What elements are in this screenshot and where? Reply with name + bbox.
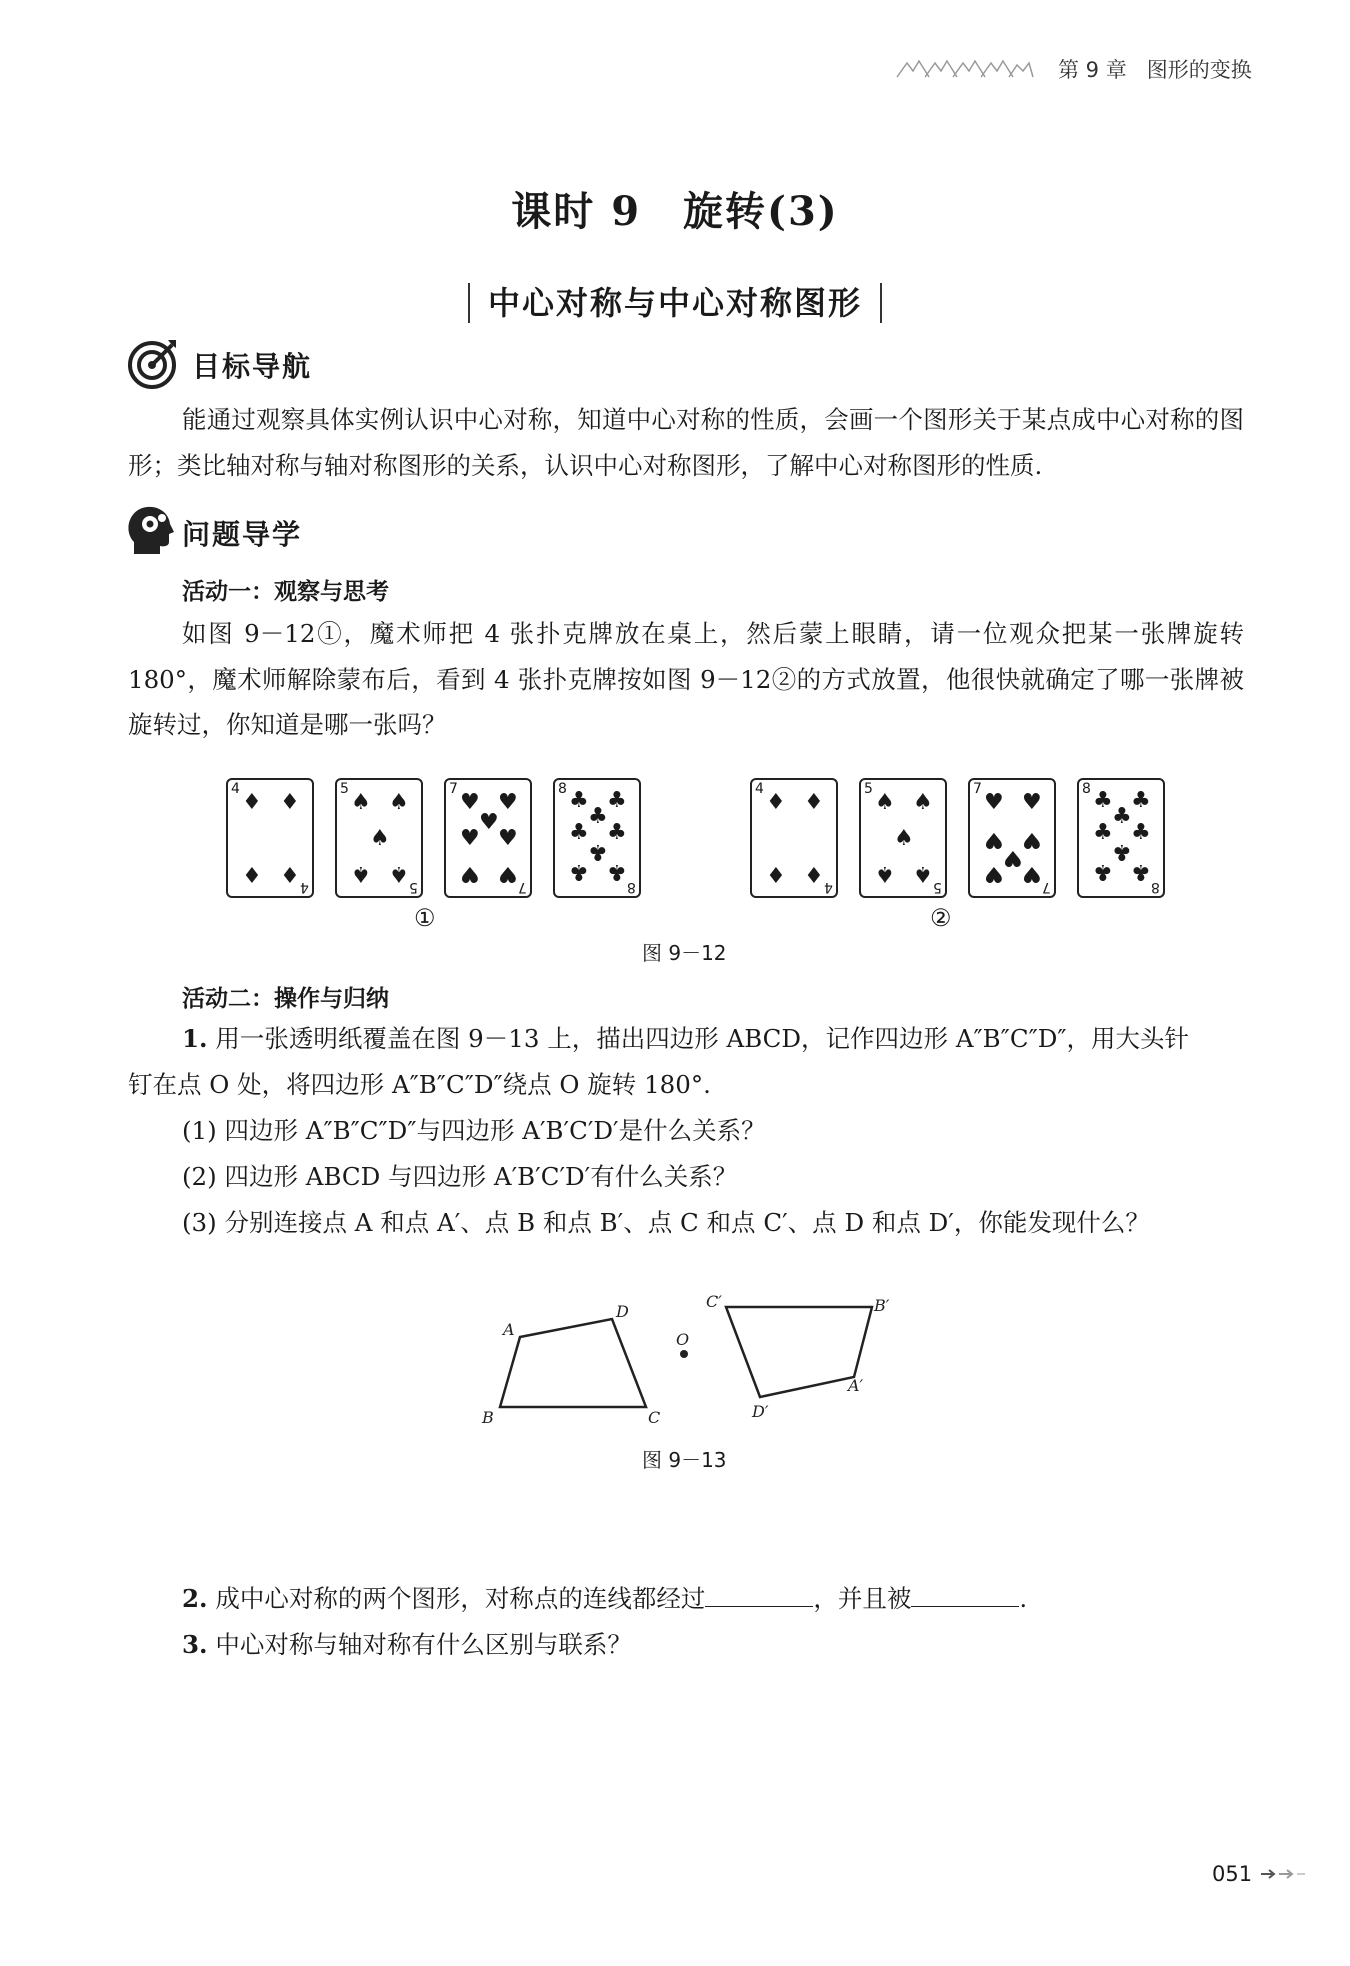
label-o: O [676,1330,690,1349]
card-pip: ♣ [1093,788,1113,813]
card-pip: ♠ [389,790,409,815]
playing-card-7 [444,778,532,898]
sub-question-1: (1) 四边形 A″B″C″D″与四边形 A′B′C′D′是什么关系？ [182,1116,766,1145]
card-pip: ♣ [607,788,627,813]
playing-card-7 [968,778,1056,898]
card-pip: ♠ [875,790,895,815]
card-pip: ♥ [1003,845,1023,870]
label-c: C [648,1408,661,1427]
question-2-text-c: . [1019,1584,1028,1613]
answer-blank-2[interactable] [911,1586,1019,1607]
question-3 [182,1626,632,1661]
card-pip: ♥ [984,827,1004,852]
question-2-text-b: ，并且被 [813,1584,912,1613]
question-1-line-1 [182,1020,1189,1055]
card-pip: ♣ [1131,859,1151,884]
card-pip: ♦ [804,861,824,886]
card-pip: ♠ [389,861,409,886]
card-rank: 4 [231,781,240,797]
card-rank: 7 [973,781,982,797]
card-pip: ♥ [984,790,1004,815]
playing-card-4 [750,778,838,898]
card-pip: ♥ [479,810,499,835]
activity2-heading: 活动二：操作与归纳 [182,986,389,1012]
chapter-number: 第 9 章 [1058,58,1127,82]
figure-9-13 [470,1285,900,1435]
sub-question-2: (2) 四边形 ABCD 与四边形 A′B′C′D′有什么关系？ [182,1162,738,1191]
card-rank: 7 [449,781,458,797]
goals-heading: 目标导航 [192,350,313,383]
card-pip: ♥ [1022,861,1042,886]
card-rank: 4 [300,879,309,895]
label-a: A [503,1320,515,1339]
card-pip: ♠ [351,790,371,815]
label-c-prime: C′ [706,1292,722,1311]
card-pip: ♥ [984,861,1004,886]
head-gear-icon [124,504,178,558]
card-rank: 5 [933,879,942,895]
chapter-title: 图形的变换 [1146,58,1252,82]
card-pip: ♣ [1093,859,1113,884]
mountain-range-icon [895,55,1035,81]
card-rank: 4 [755,781,764,797]
target-icon [126,336,180,390]
figure-label-2: ② [930,904,952,932]
question-3-text: 中心对称与轴对称有什么区别与联系？ [215,1630,632,1659]
card-pip: ♣ [1112,804,1132,829]
question-3-number: 3. [182,1630,208,1659]
question-2-number: 2. [182,1584,208,1613]
card-pip: ♥ [460,826,480,851]
card-rank: 4 [824,879,833,895]
card-rank: 8 [1082,781,1091,797]
card-pip: ♥ [498,826,518,851]
card-rank: 7 [518,879,527,895]
card-pip: ♣ [569,820,589,845]
card-rank: 8 [558,781,567,797]
card-pip: ♣ [569,859,589,884]
card-pip: ♣ [588,839,608,864]
guide-heading: 问题导学 [182,518,303,551]
point-o [680,1350,688,1358]
chapter-header [1058,54,1252,84]
card-pip: ♣ [1093,820,1113,845]
card-pip: ♥ [498,790,518,815]
question-1-number: 1. [182,1024,208,1053]
subtitle-wrap [0,283,1350,323]
activity1-heading: 活动一：观察与思考 [182,579,389,605]
card-rank: 8 [1151,879,1160,895]
double-arrow-right-icon [1259,1867,1309,1881]
label-d-prime: D′ [752,1402,769,1421]
card-pip: ♦ [804,790,824,815]
question-2-text-a: 成中心对称的两个图形，对称点的连线都经过 [215,1584,706,1613]
card-pip: ♣ [1112,839,1132,864]
card-pip: ♠ [894,826,914,851]
activity1-text: 如图 9－12①，魔术师把 4 张扑克牌放在桌上，然后蒙上眼睛，请一位观众把某一张牌旋转 180°，魔术师解除蒙布后，看到 4 张扑克牌按如图 9－12②的方式放置，他很快就确定了哪一张牌被旋转过，你知道是哪一张吗？ [128,619,1244,739]
card-pip: ♥ [460,790,480,815]
card-pip: ♣ [1131,820,1151,845]
card-pip: ♠ [875,861,895,886]
card-pip: ♦ [766,861,786,886]
playing-card-5 [335,778,423,898]
card-rank: 5 [340,781,349,797]
goals-text: 能通过观察具体实例认识中心对称，知道中心对称的性质，会画一个图形关于某点成中心对称的图形；类比轴对称与轴对称图形的关系，认识中心对称图形，了解中心对称图形的性质. [128,405,1244,480]
playing-card-8 [1077,778,1165,898]
card-pip: ♥ [1022,790,1042,815]
quadrilateral-abcd [500,1319,646,1407]
card-pip: ♥ [1022,827,1042,852]
playing-card-5 [859,778,947,898]
card-pip: ♠ [370,826,390,851]
page-title: 课时 9 旋转(3) [511,188,839,235]
card-pip: ♣ [607,859,627,884]
card-pip: ♦ [242,790,262,815]
card-pip: ♥ [498,861,518,886]
page-number-wrap [1212,1862,1309,1886]
page-number: 051 [1212,1862,1253,1886]
card-rank: 5 [409,879,418,895]
card-rank: 5 [864,781,873,797]
card-pip: ♦ [280,790,300,815]
card-pip: ♥ [460,861,480,886]
label-b: B [482,1408,494,1427]
label-a-prime: A′ [848,1376,864,1395]
question-1-text-1: 用一张透明纸覆盖在图 9－13 上，描出四边形 ABCD，记作四边形 A″B″C″D″，用大头针 [215,1024,1190,1053]
card-pip: ♦ [280,861,300,886]
card-pip: ♣ [607,820,627,845]
question-2 [182,1580,1027,1615]
card-pip: ♣ [569,788,589,813]
playing-card-4 [226,778,314,898]
label-d: D [616,1302,629,1321]
card-pip: ♠ [351,861,371,886]
figure-9-13-caption: 图 9－13 [642,1448,727,1472]
question-1-line-2: 钉在点 O 处，将四边形 A″B″C″D″绕点 O 旋转 180°. [128,1070,711,1099]
card-rank: 7 [1042,879,1051,895]
card-pip: ♠ [913,861,933,886]
card-pip: ♣ [588,804,608,829]
figure-9-12-caption: 图 9－12 [642,941,727,965]
card-pip: ♣ [1131,788,1151,813]
card-rank: 8 [627,879,636,895]
card-pip: ♦ [242,861,262,886]
figure-label-1: ① [414,904,436,932]
card-pip: ♠ [913,790,933,815]
card-pip: ♦ [766,790,786,815]
sub-question-3: (3) 分别连接点 A 和点 A′、点 B 和点 B′、点 C 和点 C′、点 D 和点 D′，你能发现什么？ [182,1208,1150,1237]
playing-card-8 [553,778,641,898]
answer-blank-1[interactable] [705,1586,813,1607]
section-subtitle: 中心对称与中心对称图形 [468,283,882,323]
label-b-prime: B′ [874,1296,890,1315]
